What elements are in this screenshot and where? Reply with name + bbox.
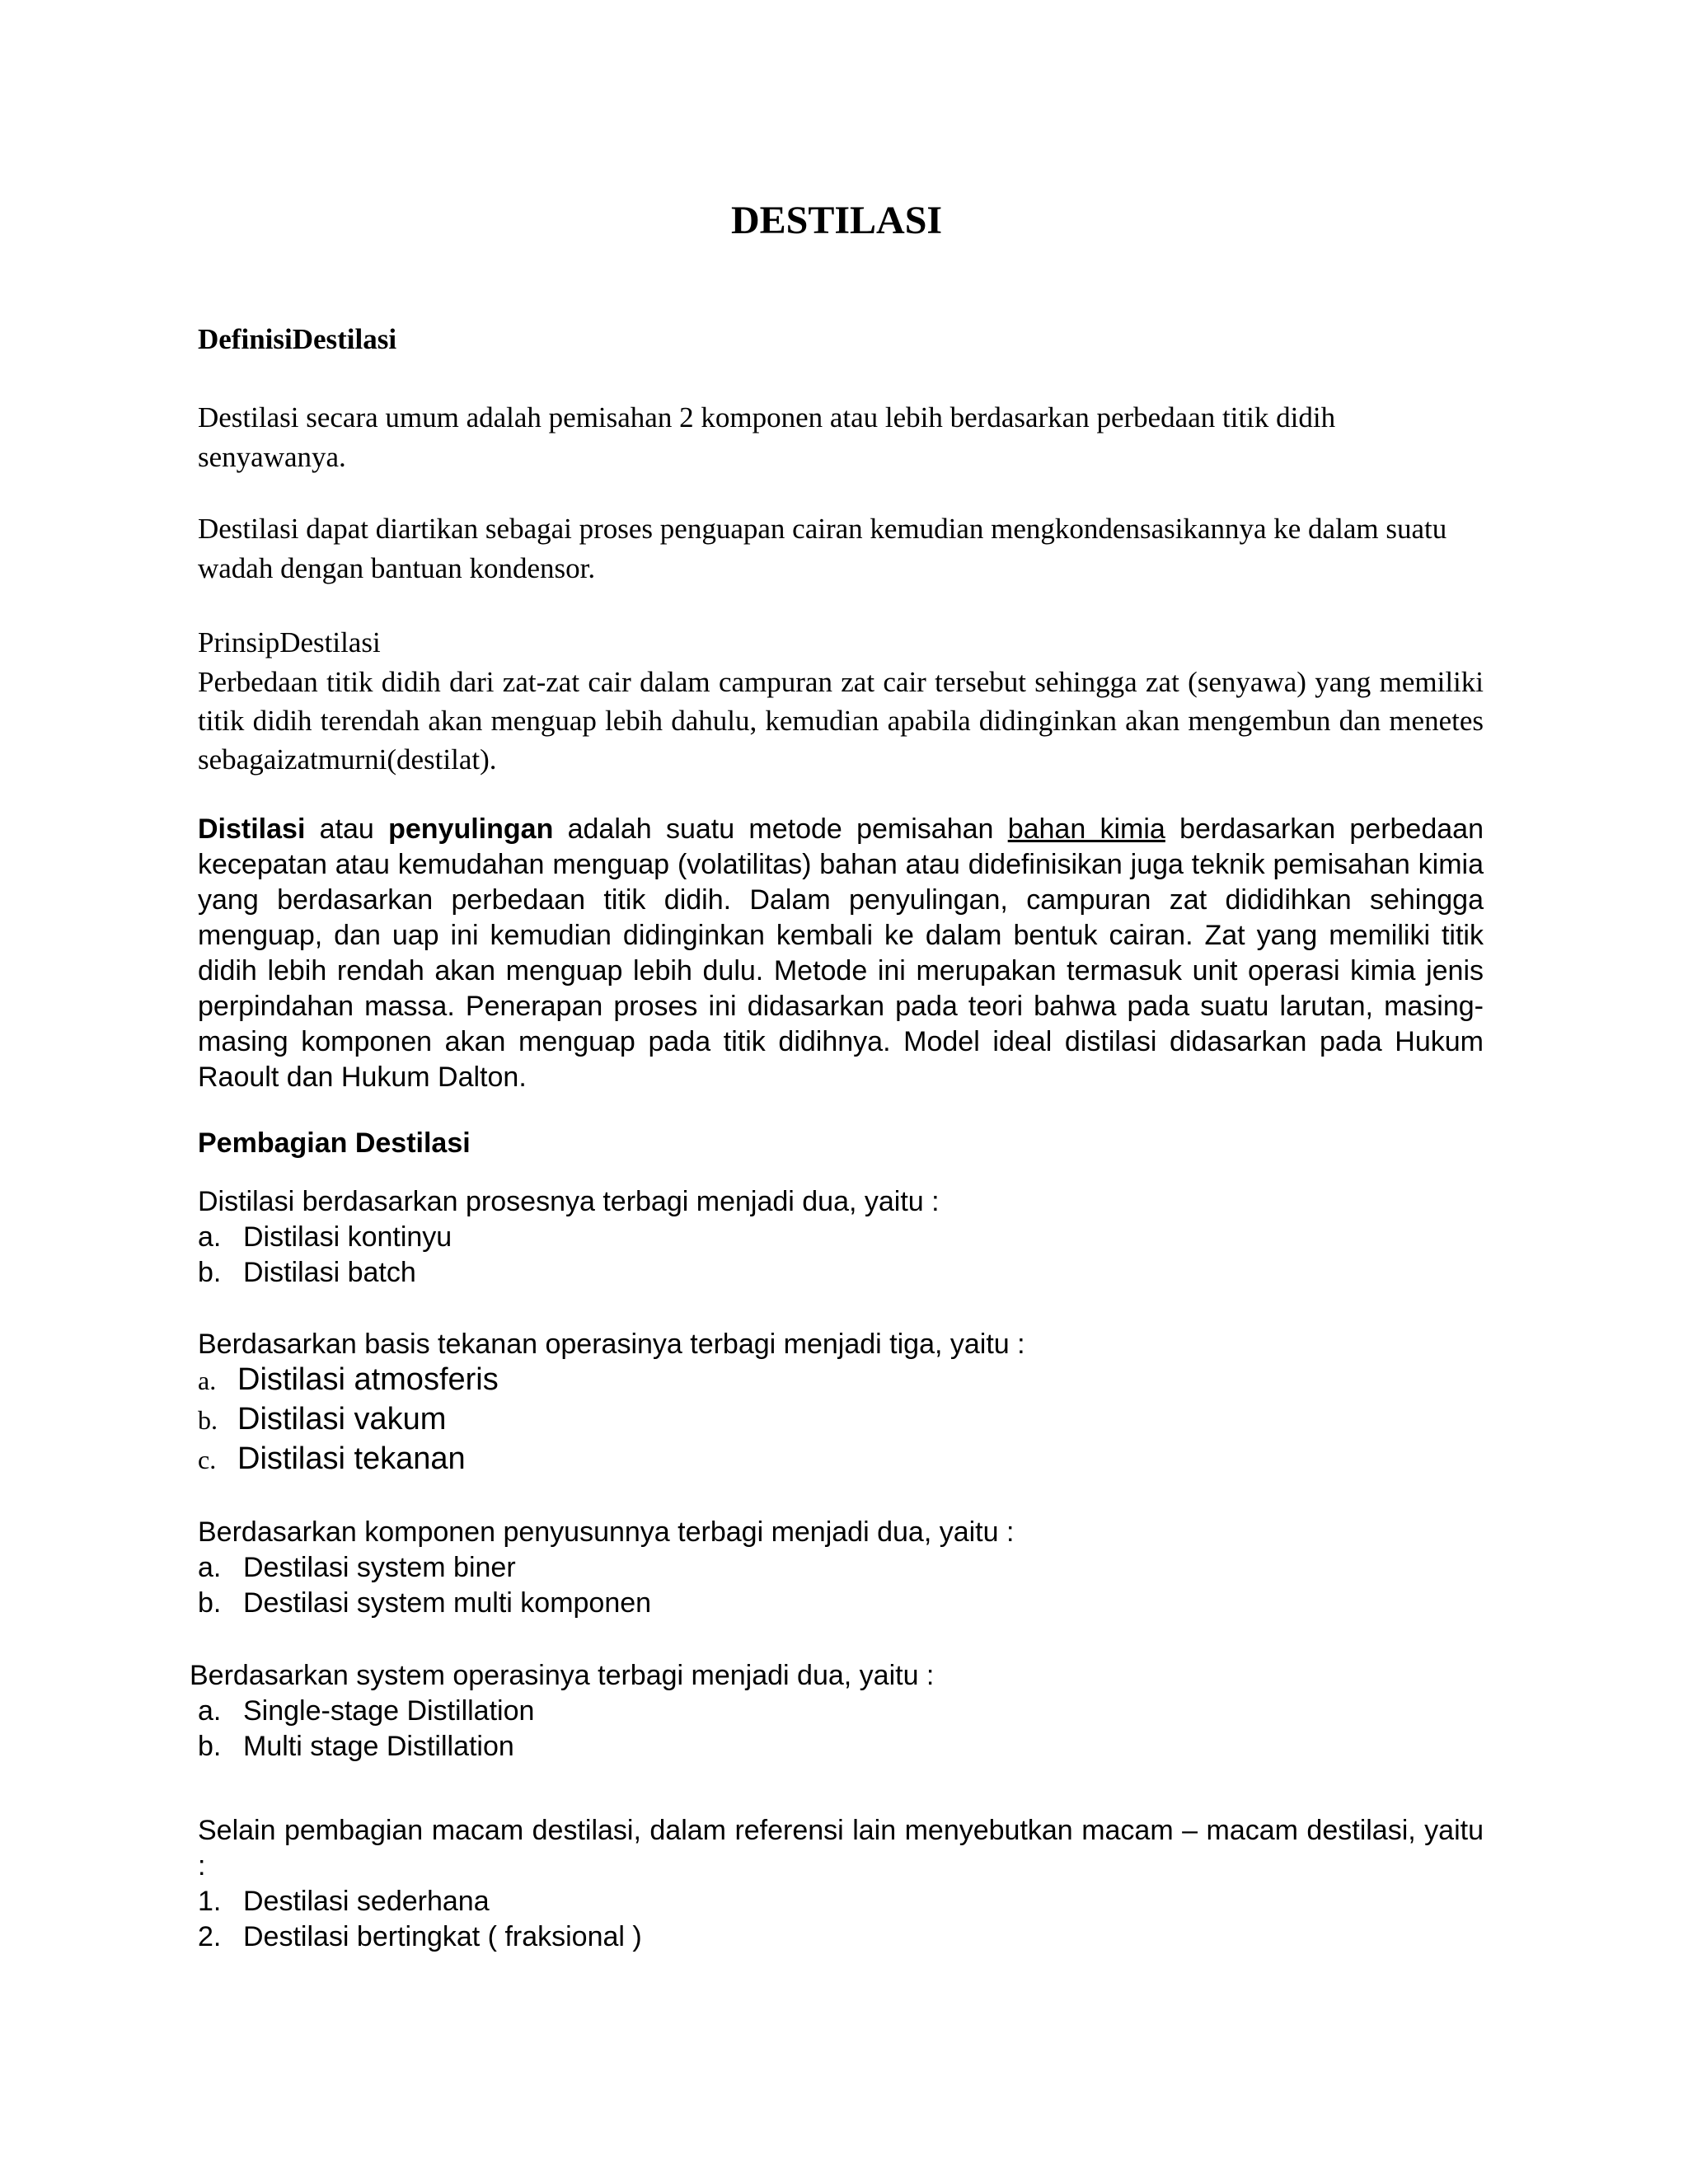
paragraph-text-before-link: adalah suatu metode pemisahan	[553, 813, 1008, 845]
list-item	[198, 1220, 452, 1255]
list-item	[198, 1255, 416, 1291]
list-item-text: Destilasi system multi komponen	[243, 1587, 652, 1619]
paragraph-text-after-link: berdasarkan perbedaan kecepatan atau kemudahan menguap (volatilitas) bahan atau didefinisikan juga teknik pemisahan kimia yang berdasarkan perbedaan titik didih. Dalam penyulingan, campuran zat dididihkan sehingga menguap, dan uap ini kemudian didinginkan kembali ke dalam bentuk cairan. Zat yang memiliki titik didih lebih rendah akan menguap lebih dulu. Metode ini merupakan termasuk unit operasi kimia jenis perpindahan massa. Penerapan proses ini didasarkan pada teori bahwa pada suatu larutan, masing-masing komponen akan menguap pada titik didihnya. Model ideal distilasi didasarkan pada Hukum Raoult dan Hukum Dalton.	[198, 813, 1484, 1093]
connector-text: atau	[305, 813, 389, 845]
list-marker: b.	[198, 1257, 222, 1288]
list-item	[198, 1919, 642, 1955]
proses-intro: Distilasi berdasarkan prosesnya terbagi menjadi dua, yaitu :	[198, 1186, 940, 1217]
list-item	[198, 1884, 490, 1919]
bahan-kimia-link[interactable]: bahan kimia	[1007, 813, 1165, 845]
definisi-heading: DefinisiDestilasi	[198, 323, 397, 355]
list-marker: b.	[198, 1587, 222, 1619]
list-item	[198, 1550, 516, 1586]
list-item-text: Distilasi kontinyu	[243, 1221, 452, 1253]
list-item-text: Destilasi system biner	[243, 1552, 516, 1583]
definisi-paragraph-1: Destilasi secara umum adalah pemisahan 2 komponen atau lebih berdasarkan perbedaan titik didih senyawanya.	[198, 401, 1336, 473]
list-marker: a.	[198, 1552, 222, 1583]
operasi-intro: Berdasarkan system operasinya terbagi menjadi dua, yaitu :	[190, 1660, 935, 1691]
list-item-text: Single-stage Distillation	[243, 1695, 535, 1727]
selain-paragraph: Selain pembagian macam destilasi, dalam referensi lain menyebutkan macam – macam destilasi, yaitu :	[198, 1815, 1484, 1882]
list-item-text: Multi stage Distillation	[243, 1731, 514, 1762]
list-marker: 2.	[198, 1921, 222, 1952]
page-title: DESTILASI	[730, 199, 943, 242]
list-item-text: Destilasi bertingkat ( fraksional )	[243, 1921, 642, 1952]
list-item	[198, 1694, 534, 1729]
list-item	[198, 1439, 466, 1485]
komponen-intro: Berdasarkan komponen penyusunnya terbagi menjadi dua, yaitu :	[198, 1516, 1015, 1548]
list-marker: b.	[198, 1405, 218, 1435]
tekanan-intro: Berdasarkan basis tekanan operasinya terbagi menjadi tiga, yaitu :	[198, 1329, 1025, 1360]
list-marker: c.	[198, 1445, 217, 1474]
list-item-text: Distilasi tekanan	[237, 1441, 466, 1476]
definisi-paragraph-2: Destilasi dapat diartikan sebagai proses penguapan cairan kemudian mengkondensasikannya ke dalam suatu wadah dengan bantuan kondensor.	[198, 513, 1447, 584]
prinsip-heading: PrinsipDestilasi	[198, 626, 381, 658]
term-penyulingan: penyulingan	[388, 813, 554, 845]
list-marker: a.	[198, 1221, 222, 1253]
list-marker: a.	[198, 1695, 222, 1727]
distilasi-paragraph	[198, 812, 1484, 1095]
list-item	[198, 1729, 514, 1765]
list-item-text: Distilasi vakum	[237, 1402, 447, 1436]
list-marker: 1.	[198, 1886, 222, 1917]
list-marker: a.	[198, 1366, 217, 1395]
list-item	[198, 1586, 651, 1621]
list-marker: b.	[198, 1731, 222, 1762]
list-item-text: Distilasi batch	[243, 1257, 416, 1288]
pembagian-heading: Pembagian Destilasi	[198, 1127, 471, 1159]
term-distilasi: Distilasi	[198, 813, 306, 845]
list-item-text: Destilasi sederhana	[243, 1886, 490, 1917]
list-item-text: Distilasi atmosferis	[237, 1362, 499, 1397]
prinsip-paragraph: Perbedaan titik didih dari zat-zat cair dalam campuran zat cair tersebut sehingga zat (senyawa) yang memiliki titik didih terendah akan menguap lebih dahulu, kemudian apabila didinginkan akan mengembun dan menetes sebagaizatmurni(destilat).	[198, 666, 1484, 776]
